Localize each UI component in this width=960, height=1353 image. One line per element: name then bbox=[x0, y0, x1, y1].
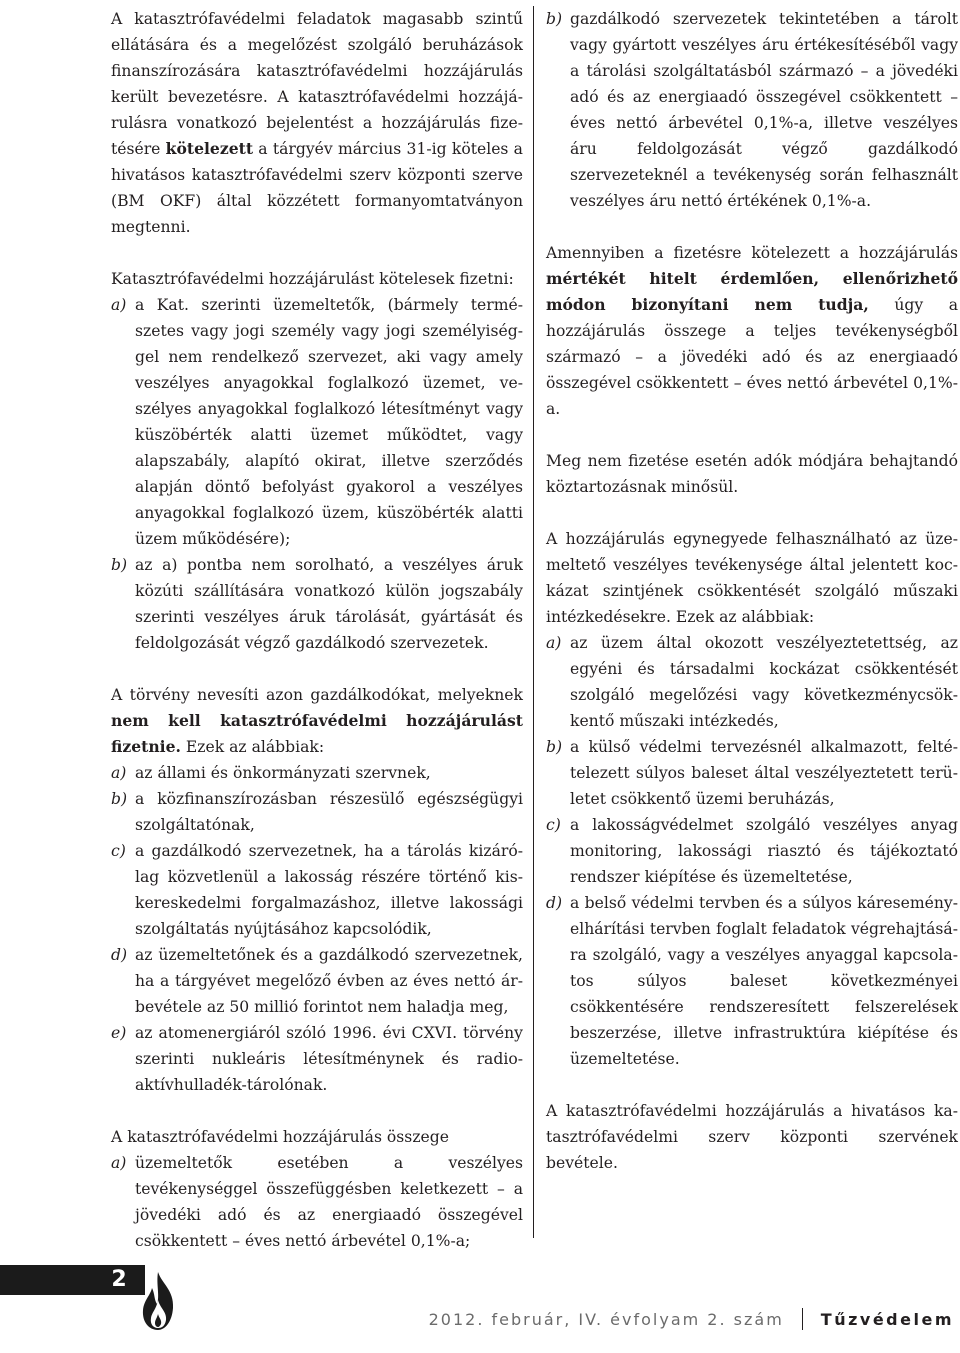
amount-list bbox=[111, 1124, 523, 1254]
bold-span: nem kell katasztrófavédelmi hozzájárulást fizetnie. bbox=[111, 711, 523, 756]
measures-list bbox=[546, 526, 958, 1072]
item-text: az atomenergiáról szóló 1996. évi CXVI. törvény szerinti nukleáris létesítménynek és radioaktívhulladék-tárolónak. bbox=[135, 1024, 523, 1094]
flame-icon bbox=[138, 1270, 178, 1332]
footer-separator bbox=[802, 1308, 803, 1330]
text-span: a tárgyév március 31-ig köteles a hivatásos katasztrófavédelmi szerv központi szerve (BM OKF) által közzétett formanyomtatványon megtenni. bbox=[111, 140, 523, 236]
amount-list-continued bbox=[546, 6, 958, 214]
text-span: Ezek az alábbiak: bbox=[180, 738, 325, 756]
list-intro: Katasztrófavédelmi hozzájárulást kötelesek fizetni: bbox=[111, 270, 514, 288]
item-text: a belső védelmi tervben és a súlyos káreseményelhárítási tervben foglalt feladatok végrehajtására szolgáló, vagy a veszélyes anyaggal kapcsolatos súlyos baleset következményei csökkentésére rendszeresített felszerelések beszerzése, illetve infrastruktúra kiépítése és üzemeltetése. bbox=[570, 894, 958, 1068]
exempt-list bbox=[111, 682, 523, 1098]
item-text: az üzem által okozott veszélyeztetettség, az egyéni és társadalmi kockázat csökkentését szolgáló megelőzési vagy következménycsökkentő műszaki intézkedés, bbox=[570, 634, 958, 730]
list-item bbox=[111, 838, 523, 942]
item-label: c) bbox=[111, 842, 126, 860]
list-item bbox=[546, 890, 958, 1072]
item-text: a közfinanszírozásban részesülő egészségügyi szolgáltatónak, bbox=[135, 790, 523, 834]
item-text: gazdálkodó szervezetek tekintetében a tárolt vagy gyártott veszélyes áru értékesítéséből vagy a tárolási szolgáltatásból származó – a jövedéki adó és az energiaadó összegével csökkentett – éves nettó árbevétel 0,1%-a, illetve veszélyes áru feldolgozását végző gazdálkodó szervezeteknél a tevékenység során felhasznált veszélyes áru nettó értékének 0,1%-a. bbox=[570, 10, 958, 210]
right-column bbox=[546, 6, 958, 1176]
item-text: az a) pontba nem sorolható, a veszélyes áruk közúti szállítására vonatkozó külön jogszabály szerinti veszélyes áruk tárolását, gyártását és feldolgozását végző gazdálkodó szervezetek. bbox=[135, 556, 523, 652]
item-text: üzemeltetők esetében a veszélyes tevékenységgel összefüggésben keletkezett – a jövedéki adó és az energiaadó összegével csökkentett – éves nettó árbevétel 0,1%-a; bbox=[135, 1154, 523, 1250]
issue-info: 2012. február, IV. évfolyam 2. szám bbox=[428, 1309, 784, 1329]
footer-info bbox=[429, 1308, 954, 1330]
column-divider bbox=[533, 6, 534, 1238]
item-label: b) bbox=[111, 556, 128, 574]
intro-paragraph bbox=[111, 6, 523, 240]
item-text: a gazdálkodó szervezetnek, ha a tárolás kizárólag közvetlenül a lakosság részére történő kiskereskedelmi forgalmazáshoz, illetve lakossági szolgáltatás nyújtásához kapcsolódik, bbox=[135, 842, 523, 938]
item-text: a külső védelmi tervezésnél alkalmazott, feltételezett súlyos baleset által veszélyeztetett területet csökkentő üzemi beruházás, bbox=[570, 738, 958, 808]
list-item bbox=[111, 786, 523, 838]
list-item bbox=[546, 630, 958, 734]
list-item bbox=[546, 6, 958, 214]
list-item bbox=[111, 552, 523, 656]
item-label: d) bbox=[546, 894, 563, 912]
obligated-list bbox=[111, 266, 523, 656]
page-number: 2 bbox=[111, 1267, 127, 1292]
list-item bbox=[546, 812, 958, 890]
enforcement-paragraph: Meg nem fizetése esetén adók módjára behajtandó köztartozásnak minősül. bbox=[546, 452, 958, 496]
item-text: a Kat. szerinti üzemeltetők, (bármely természetes vagy jogi személy vagy jogi személyiséggel nem rendelkező szervezet, aki vagy amely veszélyes anyagokkal foglalkozó üzemet, veszélyes anyagokkal foglalkozó létesítményt vagy küszöbérték alatti üzemet működtet, vagy alapszabály, alapító okirat, illetve szerződés alapján döntő befolyást gyakorol a veszélyes anyagokkal foglalkozó üzem, küszöbérték alatti üzem működésére); bbox=[135, 296, 523, 548]
left-column bbox=[111, 6, 523, 1254]
item-text: az üzemeltetőnek és a gazdálkodó szervezetnek, ha a tárgyévet megelőző évben az éves nettó árbevétele az 50 millió forintot nem haladja meg, bbox=[135, 946, 523, 1016]
list-item bbox=[111, 942, 523, 1020]
text-span: A katasztrófavédelmi feladatok magasabb szintű ellátására és a megelőzést szolgáló beruházások finanszírozására katasztrófavédelmi hozzájárulás került bevezetésre. A katasztrófavédelmi hozzájárulásra vonatkozó bejelentést a hozzájárulás fizetésére bbox=[111, 10, 523, 158]
magazine-title: Tűzvédelem bbox=[820, 1309, 954, 1329]
list-item bbox=[546, 734, 958, 812]
item-label: b) bbox=[546, 10, 563, 28]
revenue-paragraph: A katasztrófavédelmi hozzájárulás a hivatásos katasztrófavédelmi szerv központi szervének bevétele. bbox=[546, 1102, 958, 1172]
list-item bbox=[111, 1150, 523, 1254]
text-span: Amennyiben a fizetésre kötelezett a hozzájárulás bbox=[546, 244, 958, 262]
text-span: úgy a hozzájárulás összege a teljes tevékenységből származó – a jövedéki adó és az energiaadó összegével csökkentett – éves nettó árbevétel 0,1%-a. bbox=[546, 296, 958, 418]
item-text: a lakosságvédelmet szolgáló veszélyes anyag monitoring, lakossági riasztó és tájékoztató rendszer kiépítése és üzemeltetése, bbox=[570, 816, 958, 886]
item-label: a) bbox=[111, 296, 127, 314]
text-span: A törvény nevesíti azon gazdálkodókat, melyeknek bbox=[111, 686, 523, 704]
bold-span: mértékét hitelt érdemlően, ellenőrizhető módon bizonyítani nem tudja, bbox=[546, 269, 958, 314]
proof-paragraph bbox=[546, 240, 958, 422]
list-intro: A hozzájárulás egynegyede felhasználható az üzemeltető veszélyes tevékenysége által jelentett kockázat szintjének csökkentését szolgáló műszaki intézkedésekre. Ezek az alábbiak: bbox=[546, 530, 958, 626]
list-intro bbox=[111, 682, 523, 760]
bold-span: kötelezett bbox=[165, 139, 254, 158]
item-label: d) bbox=[111, 946, 128, 964]
item-label: a) bbox=[546, 634, 562, 652]
list-item bbox=[111, 760, 523, 786]
item-text: az állami és önkormányzati szervnek, bbox=[135, 764, 431, 782]
item-label: c) bbox=[546, 816, 561, 834]
item-label: a) bbox=[111, 1154, 127, 1172]
list-intro: A katasztrófavédelmi hozzájárulás összege bbox=[111, 1128, 449, 1146]
list-item bbox=[111, 1020, 523, 1098]
item-label: b) bbox=[546, 738, 563, 756]
list-item bbox=[111, 292, 523, 552]
item-label: b) bbox=[111, 790, 128, 808]
item-label: a) bbox=[111, 764, 127, 782]
item-label: e) bbox=[111, 1024, 127, 1042]
